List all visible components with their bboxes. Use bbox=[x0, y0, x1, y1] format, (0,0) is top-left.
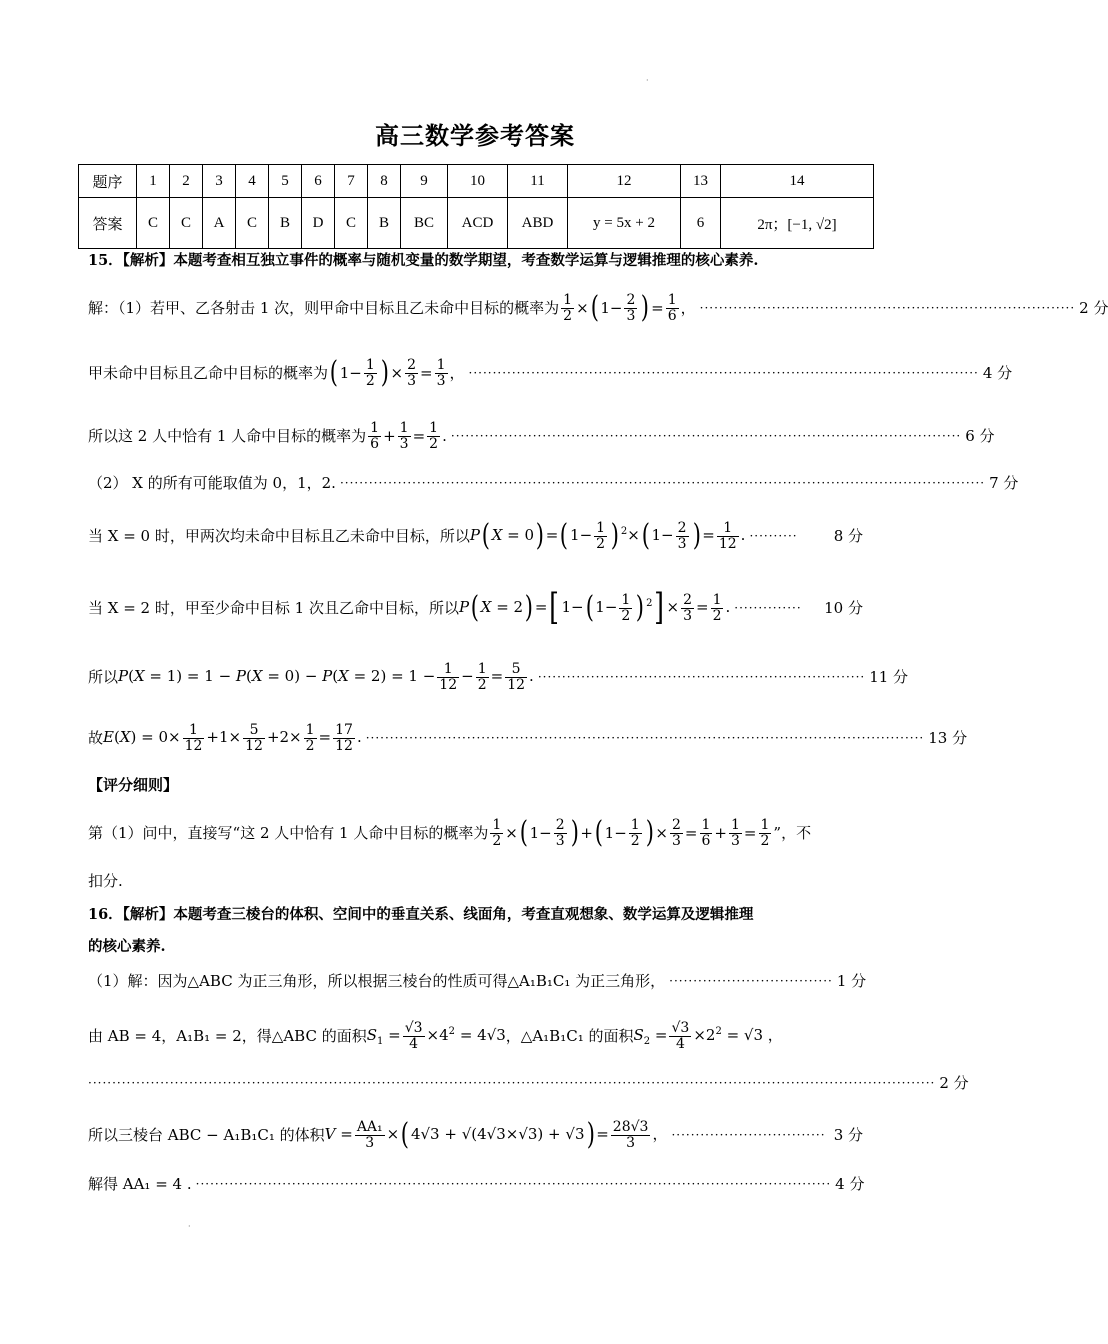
scan-dot: · bbox=[646, 76, 649, 85]
fraction: $\frac{5}{12}$ bbox=[507, 660, 526, 693]
score-label: 6 分 bbox=[965, 427, 995, 445]
fraction: $\frac{1}{6}$ bbox=[701, 816, 711, 849]
fraction: $\frac{1}{2}$ bbox=[477, 660, 487, 693]
fraction: $\frac{2}{3}$ bbox=[555, 816, 565, 849]
score-label: 10 分 bbox=[824, 599, 863, 617]
fraction: $\frac{1}{2}$ bbox=[760, 816, 770, 849]
question-number-cell: 3 bbox=[203, 165, 236, 198]
question-number-cell: 14 bbox=[721, 165, 874, 198]
leader-dots: ·············· bbox=[734, 600, 802, 615]
leader-dots: ·········· bbox=[749, 528, 798, 543]
fraction: $\frac{\text{AA₁}}{3}$ bbox=[356, 1118, 383, 1151]
leader-dots: ·································· bbox=[669, 973, 833, 988]
fraction: $\frac{1}{3}$ bbox=[731, 816, 740, 849]
fraction: $\frac{1}{2}$ bbox=[712, 591, 722, 624]
fraction: $\frac{1}{12}$ bbox=[439, 660, 458, 693]
fraction: $\frac{5}{12}$ bbox=[245, 721, 263, 754]
answer-cell: C bbox=[236, 198, 269, 249]
fraction: $\frac{√3}{4}$ bbox=[671, 1019, 690, 1052]
q16-line3 bbox=[88, 1074, 969, 1092]
score-label: 2 分 bbox=[939, 1074, 969, 1092]
question-number-cell: 10 bbox=[448, 165, 508, 198]
leader-dots: ···································································································································· bbox=[195, 1176, 832, 1191]
fraction: $\frac{1}{12}$ bbox=[718, 519, 737, 552]
answer-cell: C bbox=[335, 198, 368, 249]
answer-cell: B bbox=[368, 198, 401, 249]
leader-dots: ······································································································································ bbox=[339, 475, 986, 490]
leader-dots: ·········································································································· bbox=[450, 428, 962, 443]
fraction: $\frac{1}{6}$ bbox=[370, 419, 380, 452]
fraction: $\frac{1}{12}$ bbox=[184, 721, 203, 754]
score-label: 8 分 bbox=[833, 527, 863, 545]
rubric-title: 【评分细则】 bbox=[88, 776, 179, 794]
question-number-cell: 12 bbox=[568, 165, 681, 198]
fraction: $\frac{28√3}{3}$ bbox=[612, 1118, 649, 1151]
answer-cell: ABD bbox=[508, 198, 568, 249]
q15-line5: 当 X = 0 时，甲两次均未命中目标且乙未命中目标，所以 P( X = 0) =( 1− $\frac{1}{2}$ ) $^2$×( 1− $\frac{2}{3}$ ) = $\frac{1}{12}$ . ·········· 8 分 bbox=[88, 518, 863, 553]
fraction: $\frac{1}{6}$ bbox=[667, 291, 677, 324]
answer-cell: ACD bbox=[448, 198, 508, 249]
q15-line3: 所以这 2 人中恰有 1 人命中目标的概率为 $\frac{1}{6}$ + $\frac{1}{3}$ = $\frac{1}{2}$ . ·········································································································· 6 分 bbox=[88, 419, 995, 452]
q15-line2: 甲未命中目标且乙命中目标的概率为 ( 1− $\frac{1}{2}$ ) × $\frac{2}{3}$ = $\frac{1}{3}$ ， ·········································································································· 4 分 bbox=[88, 355, 1013, 390]
leader-dots: ···················································································································· bbox=[365, 730, 925, 745]
leader-dots: ················································································································································································ bbox=[88, 1075, 936, 1090]
answer-table bbox=[78, 164, 874, 249]
q16-line4: 所以三棱台 ABC − A₁B₁C₁ 的体积 V = $\frac{\text{AA₁}}{3}$ ×( 4√3 + √(4√3×√3) + √3) = $\frac{28√3}{3}$ ， ································ 3 分 bbox=[88, 1117, 863, 1152]
question-number-cell: 5 bbox=[269, 165, 302, 198]
answer-cell: BC bbox=[401, 198, 448, 249]
fraction: $\frac{1}{2}$ bbox=[305, 721, 315, 754]
fraction: $\frac{2}{3}$ bbox=[407, 356, 416, 389]
question-number-cell: 6 bbox=[302, 165, 335, 198]
question-number-cell: 9 bbox=[401, 165, 448, 198]
score-label: 3 分 bbox=[833, 1126, 863, 1144]
answer-cell: 6 bbox=[681, 198, 721, 249]
answer-cell: y = 5x + 2 bbox=[568, 198, 681, 249]
fraction: $\frac{1}{2}$ bbox=[563, 291, 573, 324]
question-number-cell: 1 bbox=[137, 165, 170, 198]
question-number-cell: 8 bbox=[368, 165, 401, 198]
leader-dots: ·············································································· bbox=[699, 300, 1076, 315]
score-label: 1 分 bbox=[836, 972, 867, 990]
leader-dots: ·········································································································· bbox=[468, 365, 979, 380]
q16-line2: 由 AB = 4，A₁B₁ = 2，得△ABC 的面积 $S_1$ = $\frac{√3}{4}$ $\times 4^2 = 4√3$ ，△A₁B₁C₁ 的面积 $S_2$ = $\frac{√3}{4}$ $\times 2^2 = √3$ ， bbox=[88, 1019, 783, 1052]
question-number-cell: 7 bbox=[335, 165, 368, 198]
q16-line1: （1）解：因为△ABC 为正三角形，所以根据三棱台的性质可得△A₁B₁C₁ 为正三角形， ·································· 1 分 bbox=[88, 972, 867, 990]
q15-header: 15．【解析】本题考查相互独立事件的概率与随机变量的数学期望，考查数学运算与逻辑推理的核心素养. bbox=[88, 252, 759, 269]
row-label-number: 题序 bbox=[79, 165, 137, 198]
rubric-line1: 第（1）问中，直接写“这 2 人中恰有 1 人命中目标的概率为 $\frac{1}{2}$ × ( 1− $\frac{2}{3}$ ) + ( 1− $\frac{1}{2}$ ) × $\frac{2}{3}$ = $\frac{1}{6}$ + $\frac{1}{3}$ = $\frac{1}{2}$ ”，不 bbox=[88, 815, 812, 850]
fraction: $\frac{1}{2}$ bbox=[429, 419, 439, 452]
q15-line8: 故 E(X) = 0× $\frac{1}{12}$ +1× $\frac{5}{12}$ +2× $\frac{1}{2}$ = $\frac{17}{12}$ . ···················································································································· 13 分 bbox=[88, 721, 968, 754]
score-label: 4 分 bbox=[835, 1175, 865, 1193]
score-label: 13 分 bbox=[928, 729, 968, 747]
q15-line1: 解：（1）若甲、乙各射击 1 次，则甲命中目标且乙未命中目标的概率为 $\frac{1}{2}$ × ( 1− $\frac{2}{3}$ ) = $\frac{1}{6}$ ， ·············································································· 2 分 bbox=[88, 290, 1108, 325]
page-title: 高三数学参考答案 bbox=[375, 121, 575, 150]
answer-cell: D bbox=[302, 198, 335, 249]
fraction: $\frac{17}{12}$ bbox=[335, 721, 353, 754]
answer-cell: C bbox=[170, 198, 203, 249]
fraction: $\frac{1}{2}$ bbox=[621, 591, 631, 624]
fraction: $\frac{1}{2}$ bbox=[492, 816, 502, 849]
fraction: $\frac{2}{3}$ bbox=[626, 291, 636, 324]
q15-line6: 当 X = 2 时，甲至少命中目标 1 次且乙命中目标，所以 P( X = 2) =[ 1−( 1− $\frac{1}{2}$ ) $^2$] × $\frac{2}{3}$ = $\frac{1}{2}$ . ·············· 10 分 bbox=[88, 587, 863, 628]
answer-cell: B bbox=[269, 198, 302, 249]
fraction: $\frac{1}{3}$ bbox=[436, 356, 446, 389]
score-label: 11 分 bbox=[869, 668, 909, 686]
question-number-cell: 2 bbox=[170, 165, 203, 198]
answer-cell: C bbox=[137, 198, 170, 249]
fraction: $\frac{1}{2}$ bbox=[596, 519, 606, 552]
score-label: 4 分 bbox=[982, 364, 1013, 382]
answer-cell: 2π；[−1, √2] bbox=[721, 198, 874, 249]
score-label: 7 分 bbox=[989, 474, 1019, 492]
q16-line5: 解得 AA₁ = 4 . ···································································································································· 4 分 bbox=[88, 1175, 865, 1193]
rubric-line2: 扣分. bbox=[88, 872, 123, 890]
q16-header-a: 16．【解析】本题考查三棱台的体积、空间中的垂直关系、线面角，考查直观想象、数学运算及逻辑推理 bbox=[88, 906, 754, 923]
q15-line4: （2） X 的所有可能取值为 0，1，2. ······································································································································ 7 分 bbox=[88, 474, 1019, 492]
leader-dots: ································ bbox=[671, 1127, 826, 1142]
q15-line7: 所以 P(X = 1) = 1 − P(X = 0) − P(X = 2) = 1 − $\frac{1}{12}$ − $\frac{1}{2}$ = $\frac{5}{12}$ . ···································································· 11 分 bbox=[88, 660, 909, 693]
fraction: $\frac{2}{3}$ bbox=[683, 591, 692, 624]
row-label-answer: 答案 bbox=[79, 198, 137, 249]
scan-dot: · bbox=[188, 1222, 191, 1231]
fraction: $\frac{1}{2}$ bbox=[630, 816, 640, 849]
answer-cell: A bbox=[203, 198, 236, 249]
question-number-cell: 11 bbox=[508, 165, 568, 198]
score-label: 2 分 bbox=[1079, 299, 1108, 317]
q16-header-b: 的核心素养. bbox=[88, 938, 166, 955]
fraction: $\frac{1}{3}$ bbox=[399, 419, 409, 452]
leader-dots: ···································································· bbox=[537, 669, 866, 684]
fraction: $\frac{2}{3}$ bbox=[677, 519, 687, 552]
fraction: $\frac{√3}{4}$ bbox=[404, 1019, 423, 1052]
fraction: $\frac{2}{3}$ bbox=[672, 816, 681, 849]
fraction: $\frac{1}{2}$ bbox=[365, 356, 375, 389]
question-number-cell: 4 bbox=[236, 165, 269, 198]
question-number-cell: 13 bbox=[681, 165, 721, 198]
